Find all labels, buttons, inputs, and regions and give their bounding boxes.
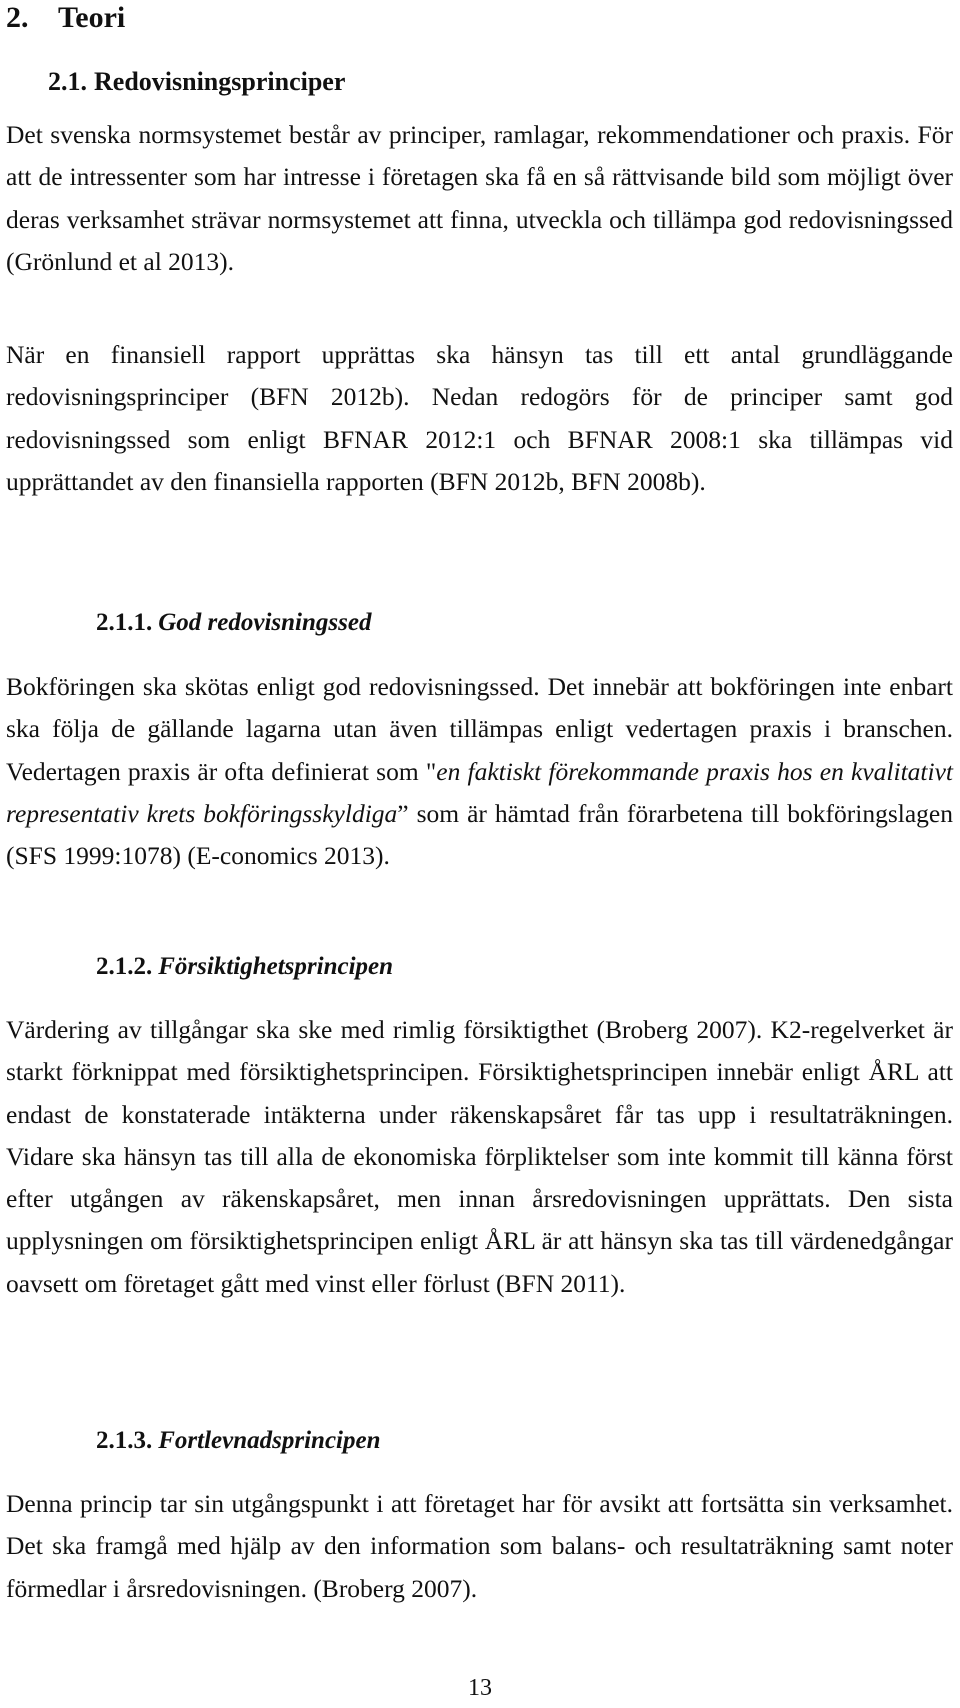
subsection-number: 2.1.1. [96,609,153,636]
section-heading [48,66,345,98]
subsection-number: 2.1.3. [96,1427,153,1454]
god-redovisningssed-paragraph [6,666,953,877]
subsection-heading-god-redovisningssed [96,607,371,639]
section-title: Redovisningsprinciper [94,67,346,96]
quoted-definition: en faktiskt förekommande praxis hos en kvalitativt representativ krets bokföringsskyldiga [6,756,953,828]
chapter-title: Teori [58,1,126,34]
section-number: 2.1. [48,67,87,96]
paragraph-text: ” som är hämtad från förarbetena till bokföringslagen (SFS 1999:1078) (E-conomics 2013). [6,798,953,871]
page-number: 13 [468,1675,492,1701]
subsection-heading-fortlevnadsprincipen [96,1425,381,1457]
subsection-number: 2.1.2. [96,953,153,980]
subsection-title: God redovisningssed [158,609,372,636]
fortlevnadsprincipen-paragraph: Denna princip tar sin utgångspunkt i att företaget har för avsikt att fortsätta sin verksamhet. Det ska framgå med hjälp av den information som balans- och resultaträkning samt noter förmedlar i årsredovisningen. (Broberg 2007). [6,1489,953,1603]
intro-paragraph-2: När en finansiell rapport upprättas ska hänsyn tas till ett antal grundläggande redovisningsprinciper (BFN 2012b). Nedan redogörs för de principer samt god redovisningssed som enligt BFNAR 2012:1 och BFNAR 2008:1 ska tillämpas vid upprättandet av den finansiella rapporten (BFN 2012b, BFN 2008b). [6,340,953,496]
subsection-title: Försiktighetsprincipen [158,953,394,980]
chapter-heading [6,0,125,36]
subsection-heading-forsiktighetsprincipen [96,951,393,983]
subsection-title: Fortlevnadsprincipen [158,1427,381,1454]
paragraph-text: Bokföringen ska skötas enligt god redovisningssed. Det innebär att bokföringen inte enbart ska följa de gällande lagarna utan även tillämpas enligt vedertagen praxis i branschen. Vedertagen praxis är ofta definierat som " [6,672,953,786]
intro-paragraph-1: Det svenska normsystemet består av principer, ramlagar, rekommendationer och praxis. För att de intressenter som har intresse i företagen ska få en så rättvisande bild som möjligt över deras verksamhet strävar normsystemet att finna, utveckla och tillämpa god redovisningssed (Grönlund et al 2013). [6,120,953,276]
forsiktighetsprincipen-paragraph: Värdering av tillgångar ska ske med rimlig försiktigthet (Broberg 2007). K2-regelverket är starkt förknippat med försiktighetsprincipen. Försiktighetsprincipen innebär enligt ÅRL att endast de konstaterade intäkterna under räkenskapsåret får tas upp i resultaträkningen. Vidare ska hänsyn tas till alla de ekonomiska förpliktelser som inte kommit till känna först efter utgången av räkenskapsåret, men innan årsredovisningen upprättats. Den sista upplysningen om försiktighetsprincipen enligt ÅRL är att hänsyn ska tas till värdenedgångar oavsett om företaget gått med vinst eller förlust (BFN 2011). [6,1015,953,1298]
chapter-number: 2. [6,1,29,34]
